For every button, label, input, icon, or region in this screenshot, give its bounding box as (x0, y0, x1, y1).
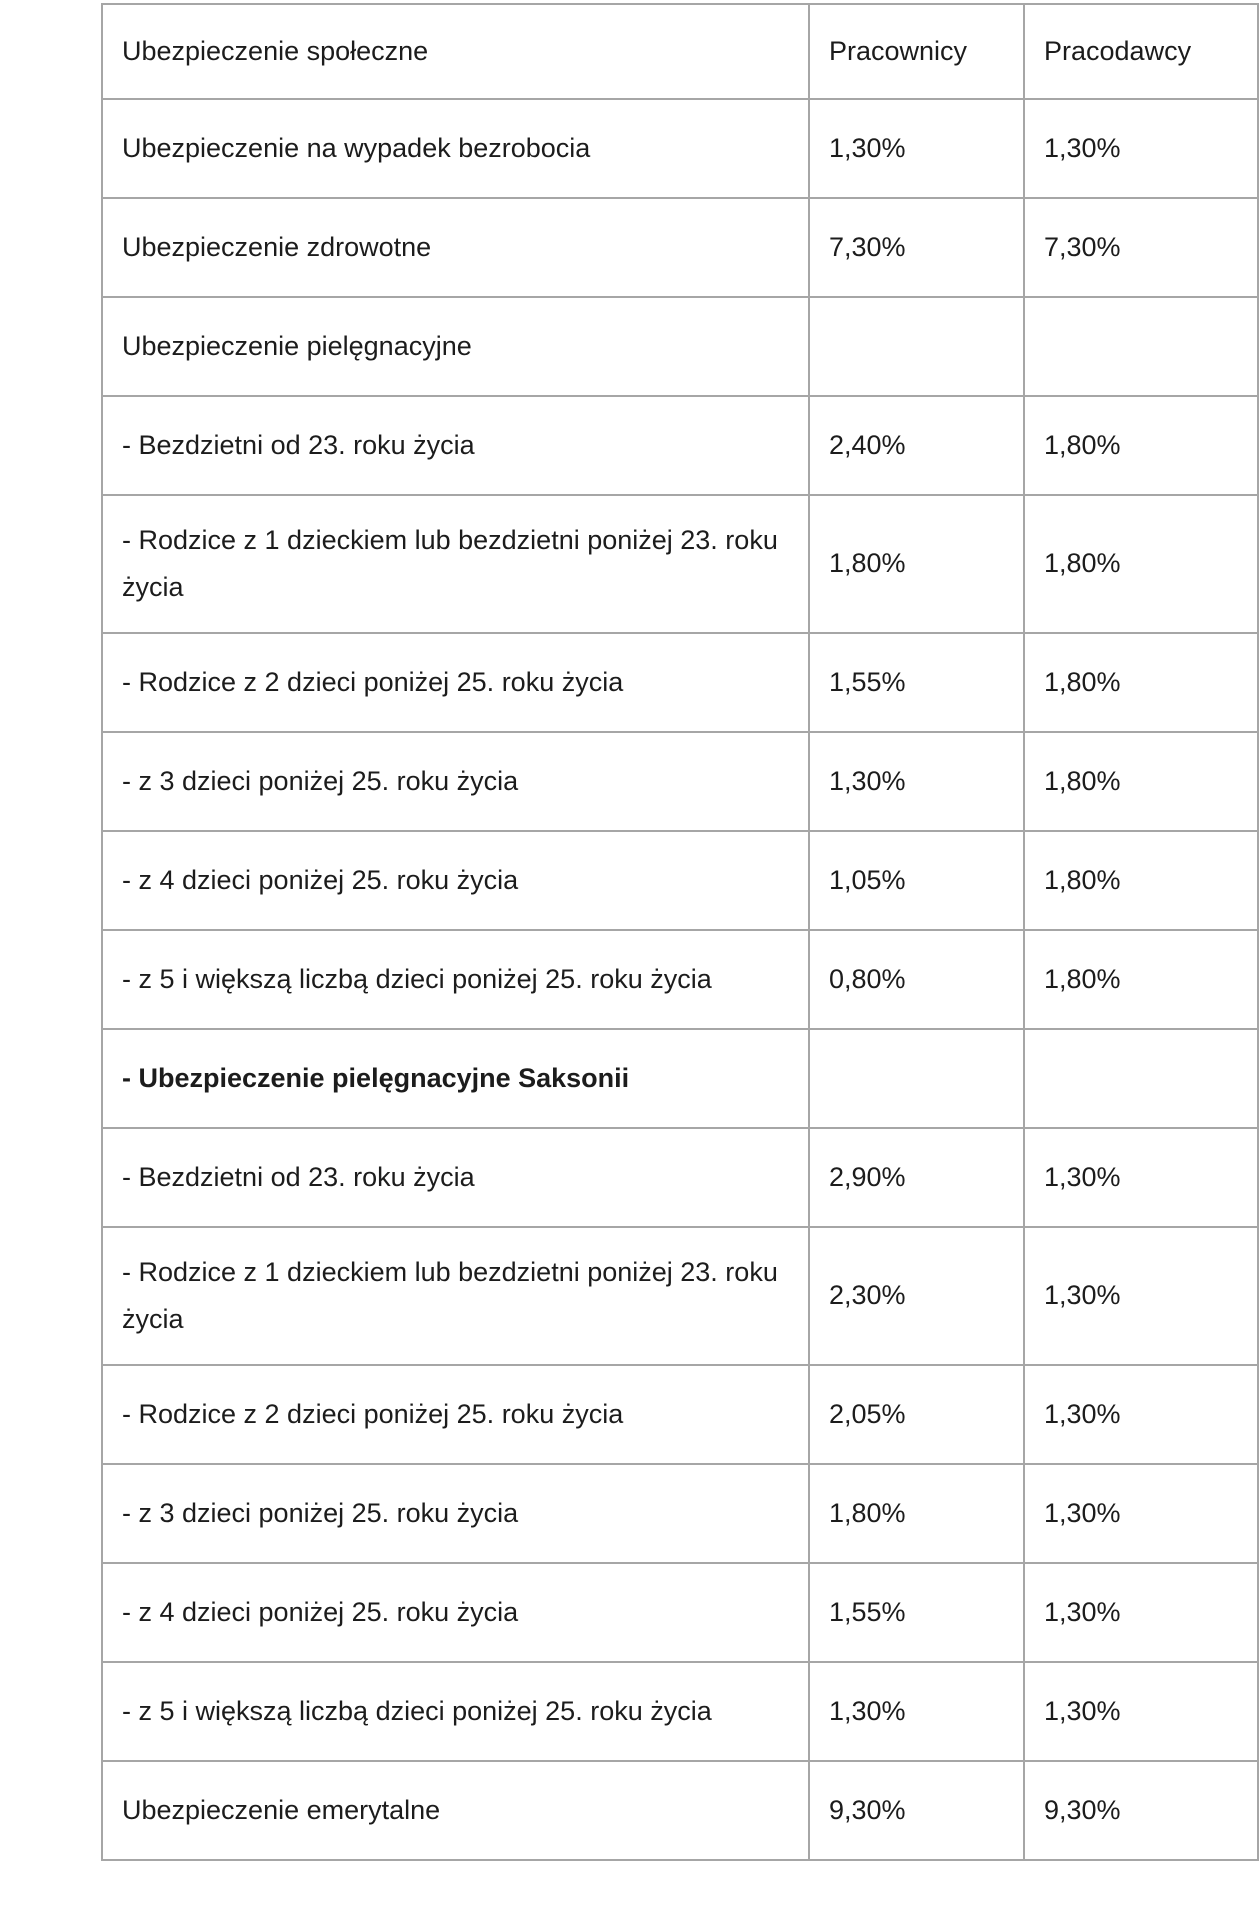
table-row (102, 1227, 1258, 1365)
cell-label: - Rodzice z 1 dzieckiem lub bezdzietni poniżej 23. roku życia (102, 1227, 809, 1365)
cell-pracownicy: 1,80% (809, 495, 1024, 633)
table-row (102, 930, 1258, 1029)
cell-pracodawcy: 1,30% (1024, 99, 1258, 198)
cell-label: Ubezpieczenie emerytalne (102, 1761, 809, 1860)
cell-pracodawcy: 1,30% (1024, 1365, 1258, 1464)
cell-label: - Bezdzietni od 23. roku życia (102, 396, 809, 495)
cell-pracodawcy: 1,30% (1024, 1563, 1258, 1662)
cell-pracodawcy: 1,80% (1024, 831, 1258, 930)
table-row (102, 99, 1258, 198)
cell-pracodawcy (1024, 1029, 1258, 1128)
cell-label: - z 4 dzieci poniżej 25. roku życia (102, 831, 809, 930)
cell-pracownicy (809, 1029, 1024, 1128)
cell-pracodawcy: 1,80% (1024, 633, 1258, 732)
column-header-pracodawcy: Pracodawcy (1024, 4, 1258, 99)
table-row (102, 1128, 1258, 1227)
cell-pracownicy: 2,05% (809, 1365, 1024, 1464)
table-row (102, 1662, 1258, 1761)
cell-pracodawcy: 1,30% (1024, 1464, 1258, 1563)
cell-label: - z 3 dzieci poniżej 25. roku życia (102, 1464, 809, 1563)
table-row (102, 831, 1258, 930)
cell-label: - z 3 dzieci poniżej 25. roku życia (102, 732, 809, 831)
table-row (102, 198, 1258, 297)
cell-pracownicy: 1,80% (809, 1464, 1024, 1563)
cell-pracodawcy: 1,30% (1024, 1662, 1258, 1761)
cell-pracodawcy: 1,80% (1024, 396, 1258, 495)
cell-pracownicy: 2,90% (809, 1128, 1024, 1227)
cell-pracownicy: 1,30% (809, 99, 1024, 198)
cell-pracownicy: 7,30% (809, 198, 1024, 297)
social-insurance-table-container (101, 3, 1259, 1861)
header-row (102, 4, 1258, 99)
cell-label: - Bezdzietni od 23. roku życia (102, 1128, 809, 1227)
table-row (102, 495, 1258, 633)
cell-label: Ubezpieczenie pielęgnacyjne (102, 297, 809, 396)
cell-pracodawcy: 9,30% (1024, 1761, 1258, 1860)
cell-pracodawcy: 1,80% (1024, 732, 1258, 831)
table-row (102, 1761, 1258, 1860)
table-row (102, 396, 1258, 495)
cell-label: - z 5 i większą liczbą dzieci poniżej 25. roku życia (102, 1662, 809, 1761)
column-header-ubezpieczenie-spoleczne: Ubezpieczenie społeczne (102, 4, 809, 99)
cell-pracodawcy: 1,80% (1024, 495, 1258, 633)
cell-label: - Ubezpieczenie pielęgnacyjne Saksonii (102, 1029, 809, 1128)
cell-pracodawcy: 1,30% (1024, 1227, 1258, 1365)
cell-label: - Rodzice z 2 dzieci poniżej 25. roku życia (102, 633, 809, 732)
cell-pracownicy: 1,30% (809, 1662, 1024, 1761)
cell-pracodawcy: 1,30% (1024, 1128, 1258, 1227)
cell-label: Ubezpieczenie zdrowotne (102, 198, 809, 297)
cell-pracownicy: 2,30% (809, 1227, 1024, 1365)
cell-label: - z 4 dzieci poniżej 25. roku życia (102, 1563, 809, 1662)
cell-pracownicy: 1,30% (809, 732, 1024, 831)
table-row (102, 297, 1258, 396)
table-row (102, 1464, 1258, 1563)
cell-pracownicy: 9,30% (809, 1761, 1024, 1860)
table-row (102, 633, 1258, 732)
cell-pracownicy: 1,05% (809, 831, 1024, 930)
cell-label: Ubezpieczenie na wypadek bezrobocia (102, 99, 809, 198)
cell-pracownicy: 1,55% (809, 1563, 1024, 1662)
table-row (102, 1365, 1258, 1464)
cell-pracownicy: 1,55% (809, 633, 1024, 732)
cell-pracownicy: 2,40% (809, 396, 1024, 495)
column-header-pracownicy: Pracownicy (809, 4, 1024, 99)
cell-pracodawcy: 7,30% (1024, 198, 1258, 297)
cell-pracownicy: 0,80% (809, 930, 1024, 1029)
cell-pracodawcy (1024, 297, 1258, 396)
table-row (102, 1029, 1258, 1128)
social-insurance-table (101, 3, 1259, 1861)
cell-label: - Rodzice z 2 dzieci poniżej 25. roku życia (102, 1365, 809, 1464)
cell-pracownicy (809, 297, 1024, 396)
table-row (102, 732, 1258, 831)
cell-label: - z 5 i większą liczbą dzieci poniżej 25. roku życia (102, 930, 809, 1029)
table-row (102, 1563, 1258, 1662)
cell-label: - Rodzice z 1 dzieckiem lub bezdzietni poniżej 23. roku życia (102, 495, 809, 633)
cell-pracodawcy: 1,80% (1024, 930, 1258, 1029)
